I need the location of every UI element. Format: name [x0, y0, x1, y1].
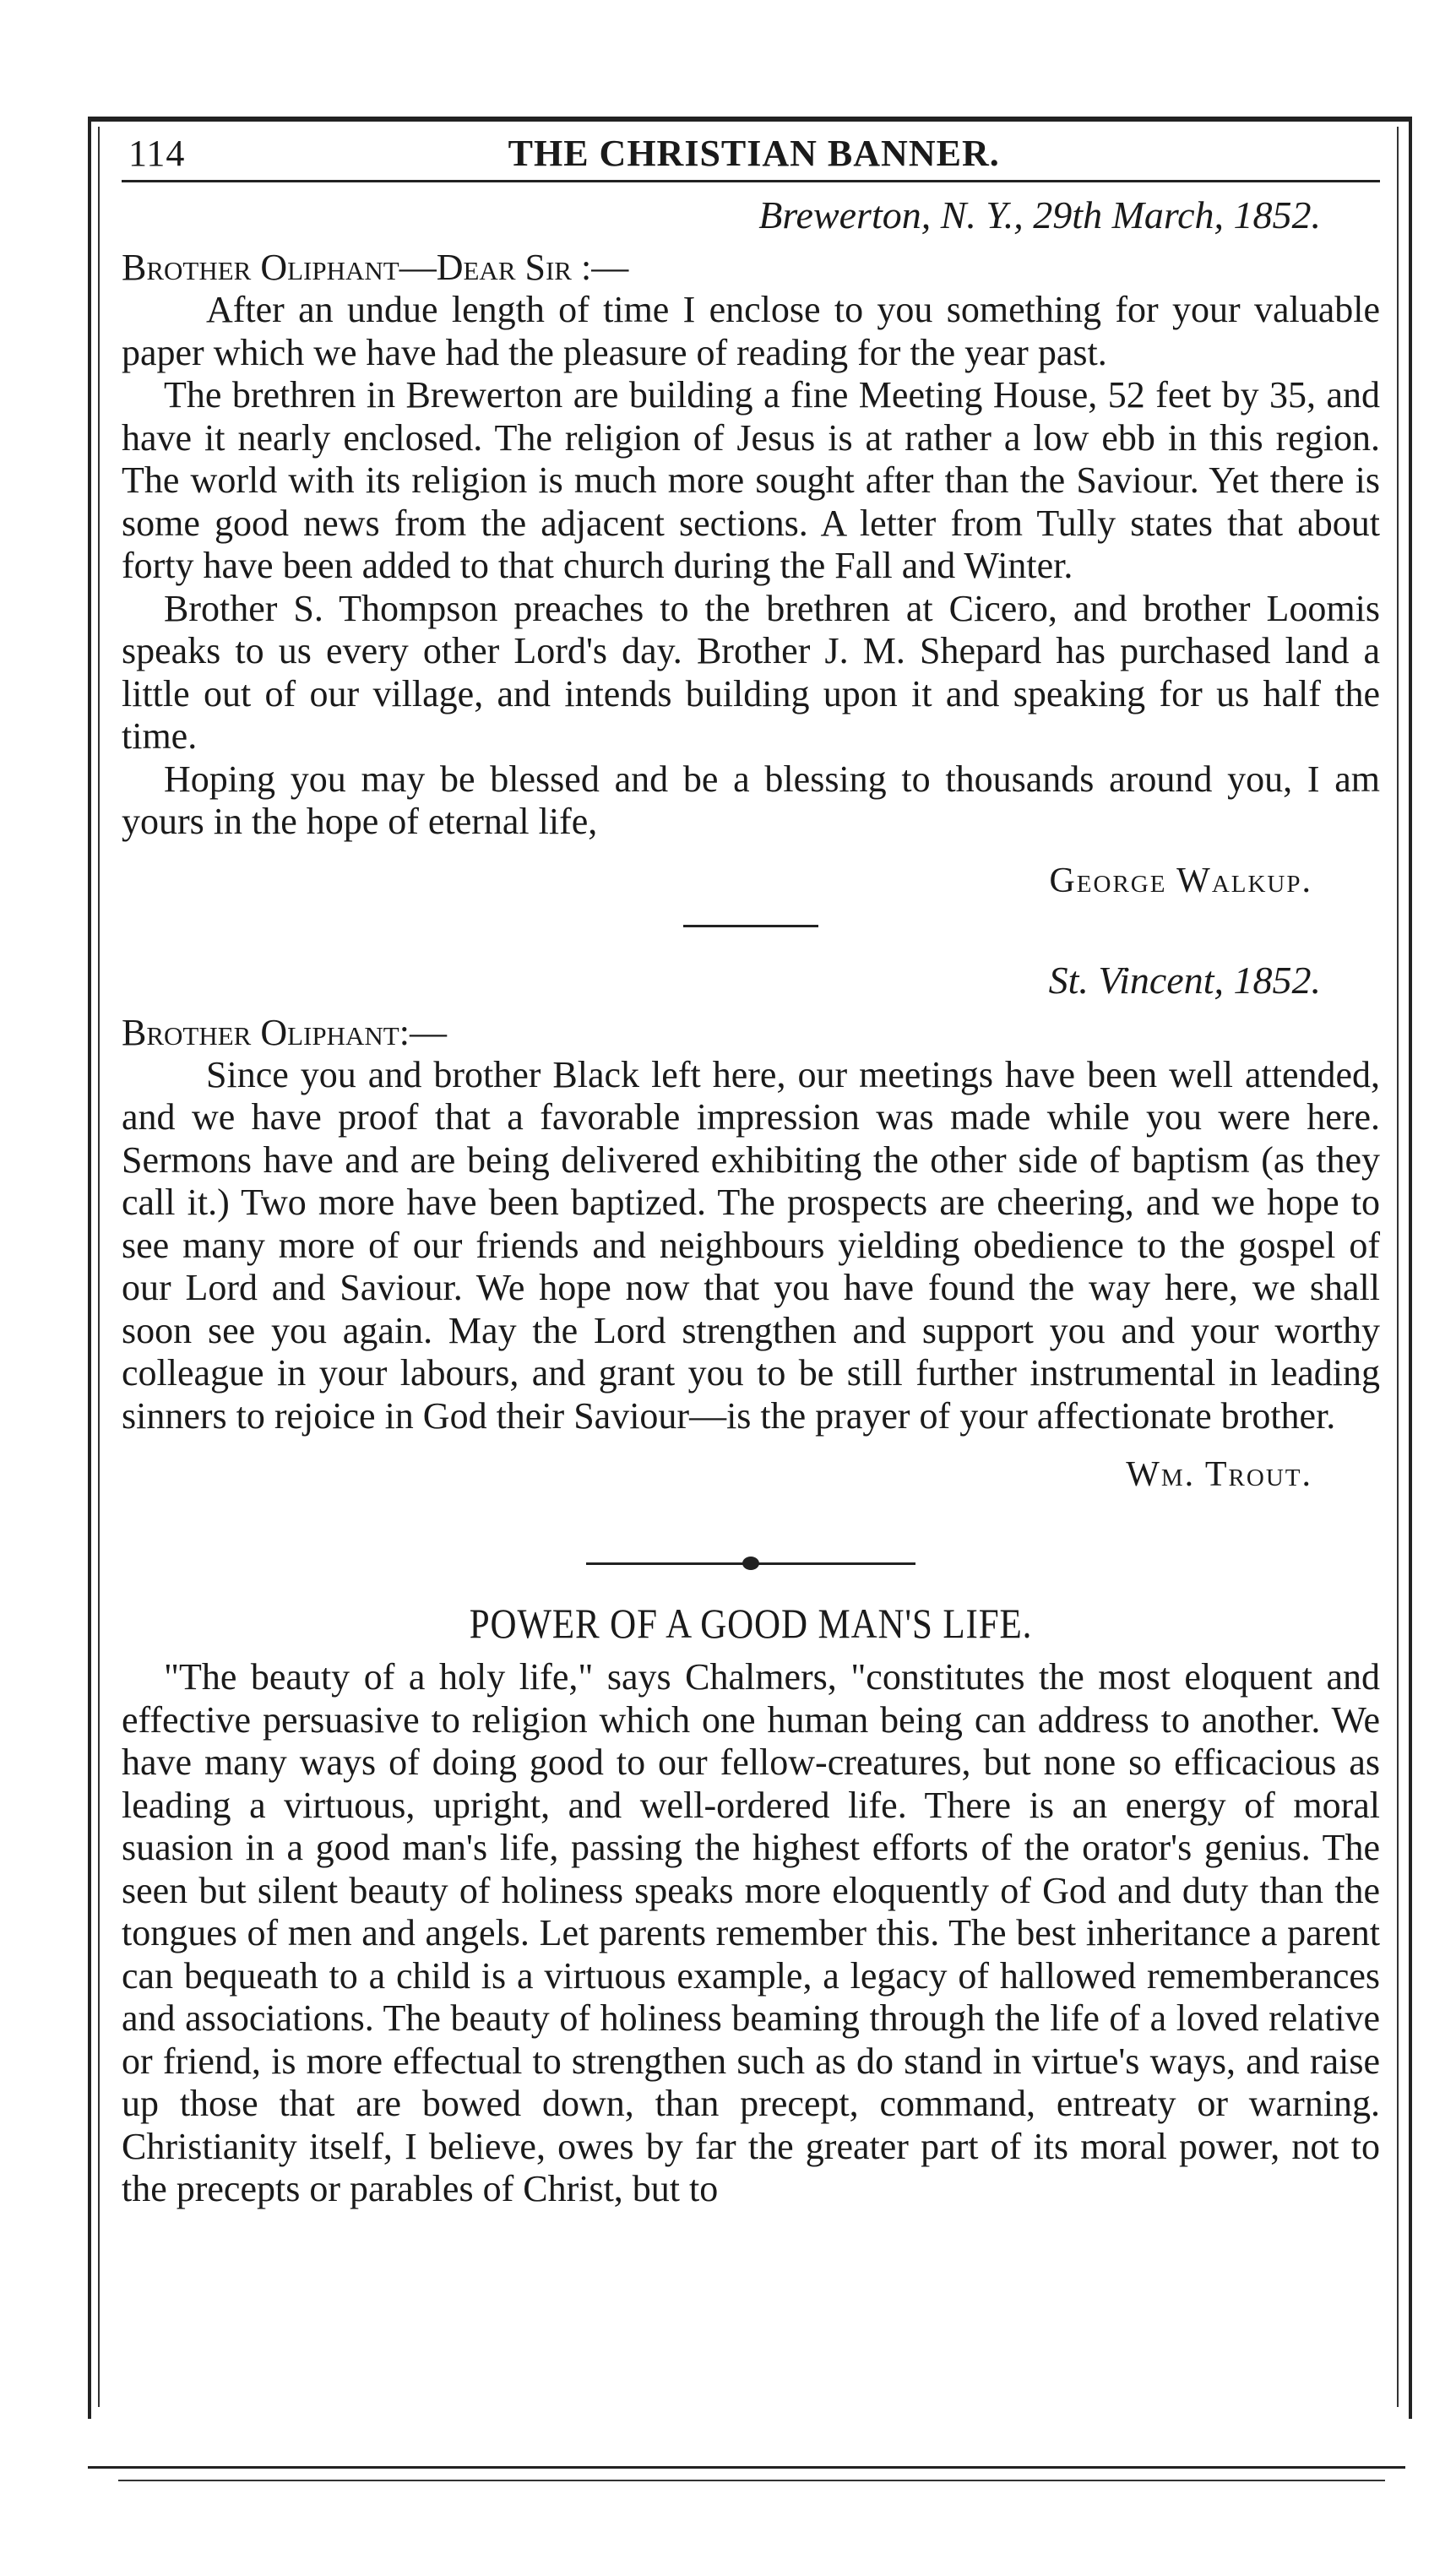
letter-signature: George Walkup. [1049, 861, 1312, 900]
article-title: POWER OF A GOOD MAN'S LIFE. [469, 1600, 1033, 1647]
letter-paragraph: Hoping you may be blessed and be a blessing to thousands around you, I am yours in the hope of eternal life, [122, 758, 1380, 842]
letter-dateline: St. Vincent, 1852. [1048, 958, 1321, 1002]
page-frame-bottom-rule [88, 2466, 1405, 2469]
publication-title: THE CHRISTIAN BANNER. [508, 133, 1000, 174]
letter-salutation: Brother Oliphant—Dear Sir :— [122, 247, 629, 288]
letter-salutation: Brother Oliphant:— [122, 1011, 447, 1053]
ornamental-divider [586, 1562, 915, 1565]
page-number: 114 [128, 133, 186, 174]
newspaper-page [122, 128, 1380, 2211]
letter-dateline: Brewerton, N. Y., 29th March, 1852. [758, 193, 1321, 236]
article-power-of-good-mans-life [122, 1599, 1380, 2211]
letter-st-vincent [122, 958, 1380, 1496]
letter-paragraph: The brethren in Brewerton are building a fine Meeting House, 52 feet by 35, and have it nearly enclosed. The religion of Jesus is at rather a low ebb in this region. The world with its religion is much more sought after than the Saviour. Yet there is some good news from the adjacent sections. A letter from Tully states that about forty have been added to that church during the Fall and Winter. [122, 374, 1380, 586]
letter-brewerton [122, 193, 1380, 901]
divider-dot [742, 1557, 759, 1570]
letter-paragraph: After an undue length of time I enclose to you something for your valuable paper which we have had the pleasure of reading for the year past. [122, 289, 1380, 373]
page-header [122, 128, 1380, 182]
letter-paragraph: Since you and brother Black left here, our meetings have been well attended, and we have proof that a favorable impression was made while you were here. Sermons have and are being delivered exhibiting the other side of baptism (as they call it.) Two more have been baptized. The prospects are cheering, and we hope to see many more of our friends and neighbours yielding obedience to the gospel of our Lord and Saviour. We hope now that you have found the way here, we shall soon see you again. May the Lord strengthen and support you and your worthy colleague in your labours, and grant you to be still further instrumental in leading sinners to rejoice in God their Saviour—is the prayer of your affectionate brother. [122, 1053, 1380, 1437]
article-paragraph: "The beauty of a holy life," says Chalmers, "constitutes the most eloquent and effective persuasive to religion which one human being can address to another. We have many ways of doing good to our fellow-creatures, but none so efficacious as leading a virtuous, upright, and well-ordered life. There is an energy of moral suasion in a good man's life, passing the highest efforts of the orator's genius. The seen but silent beauty of holiness speaks more eloquently of God and duty than the tongues of men and angels. Let parents remember this. The best inheritance a parent can bequeath to a child is a virtuous example, a legacy of hallowed rememberances and associations. The beauty of holiness beaming through the life of a loved relative or friend, is more effectual to strengthen such as do stand in virtue's ways, and raise up those that are bowed down, than precept, command, entreaty or warning. Christianity itself, I believe, owes by far the greater part of its moral power, not to the precepts or parables of Christ, but to [122, 1656, 1380, 2209]
page-frame-bottom-rule-inner [118, 2480, 1385, 2481]
letter-signature: Wm. Trout. [1126, 1455, 1312, 1494]
letter-paragraph: Brother S. Thompson preaches to the brethren at Cicero, and brother Loomis speaks to us every other Lord's day. Brother J. M. Shepard has purchased land a little out of our village, and intends building upon it and speaking for us half the time. [122, 587, 1380, 757]
section-divider [683, 925, 818, 927]
